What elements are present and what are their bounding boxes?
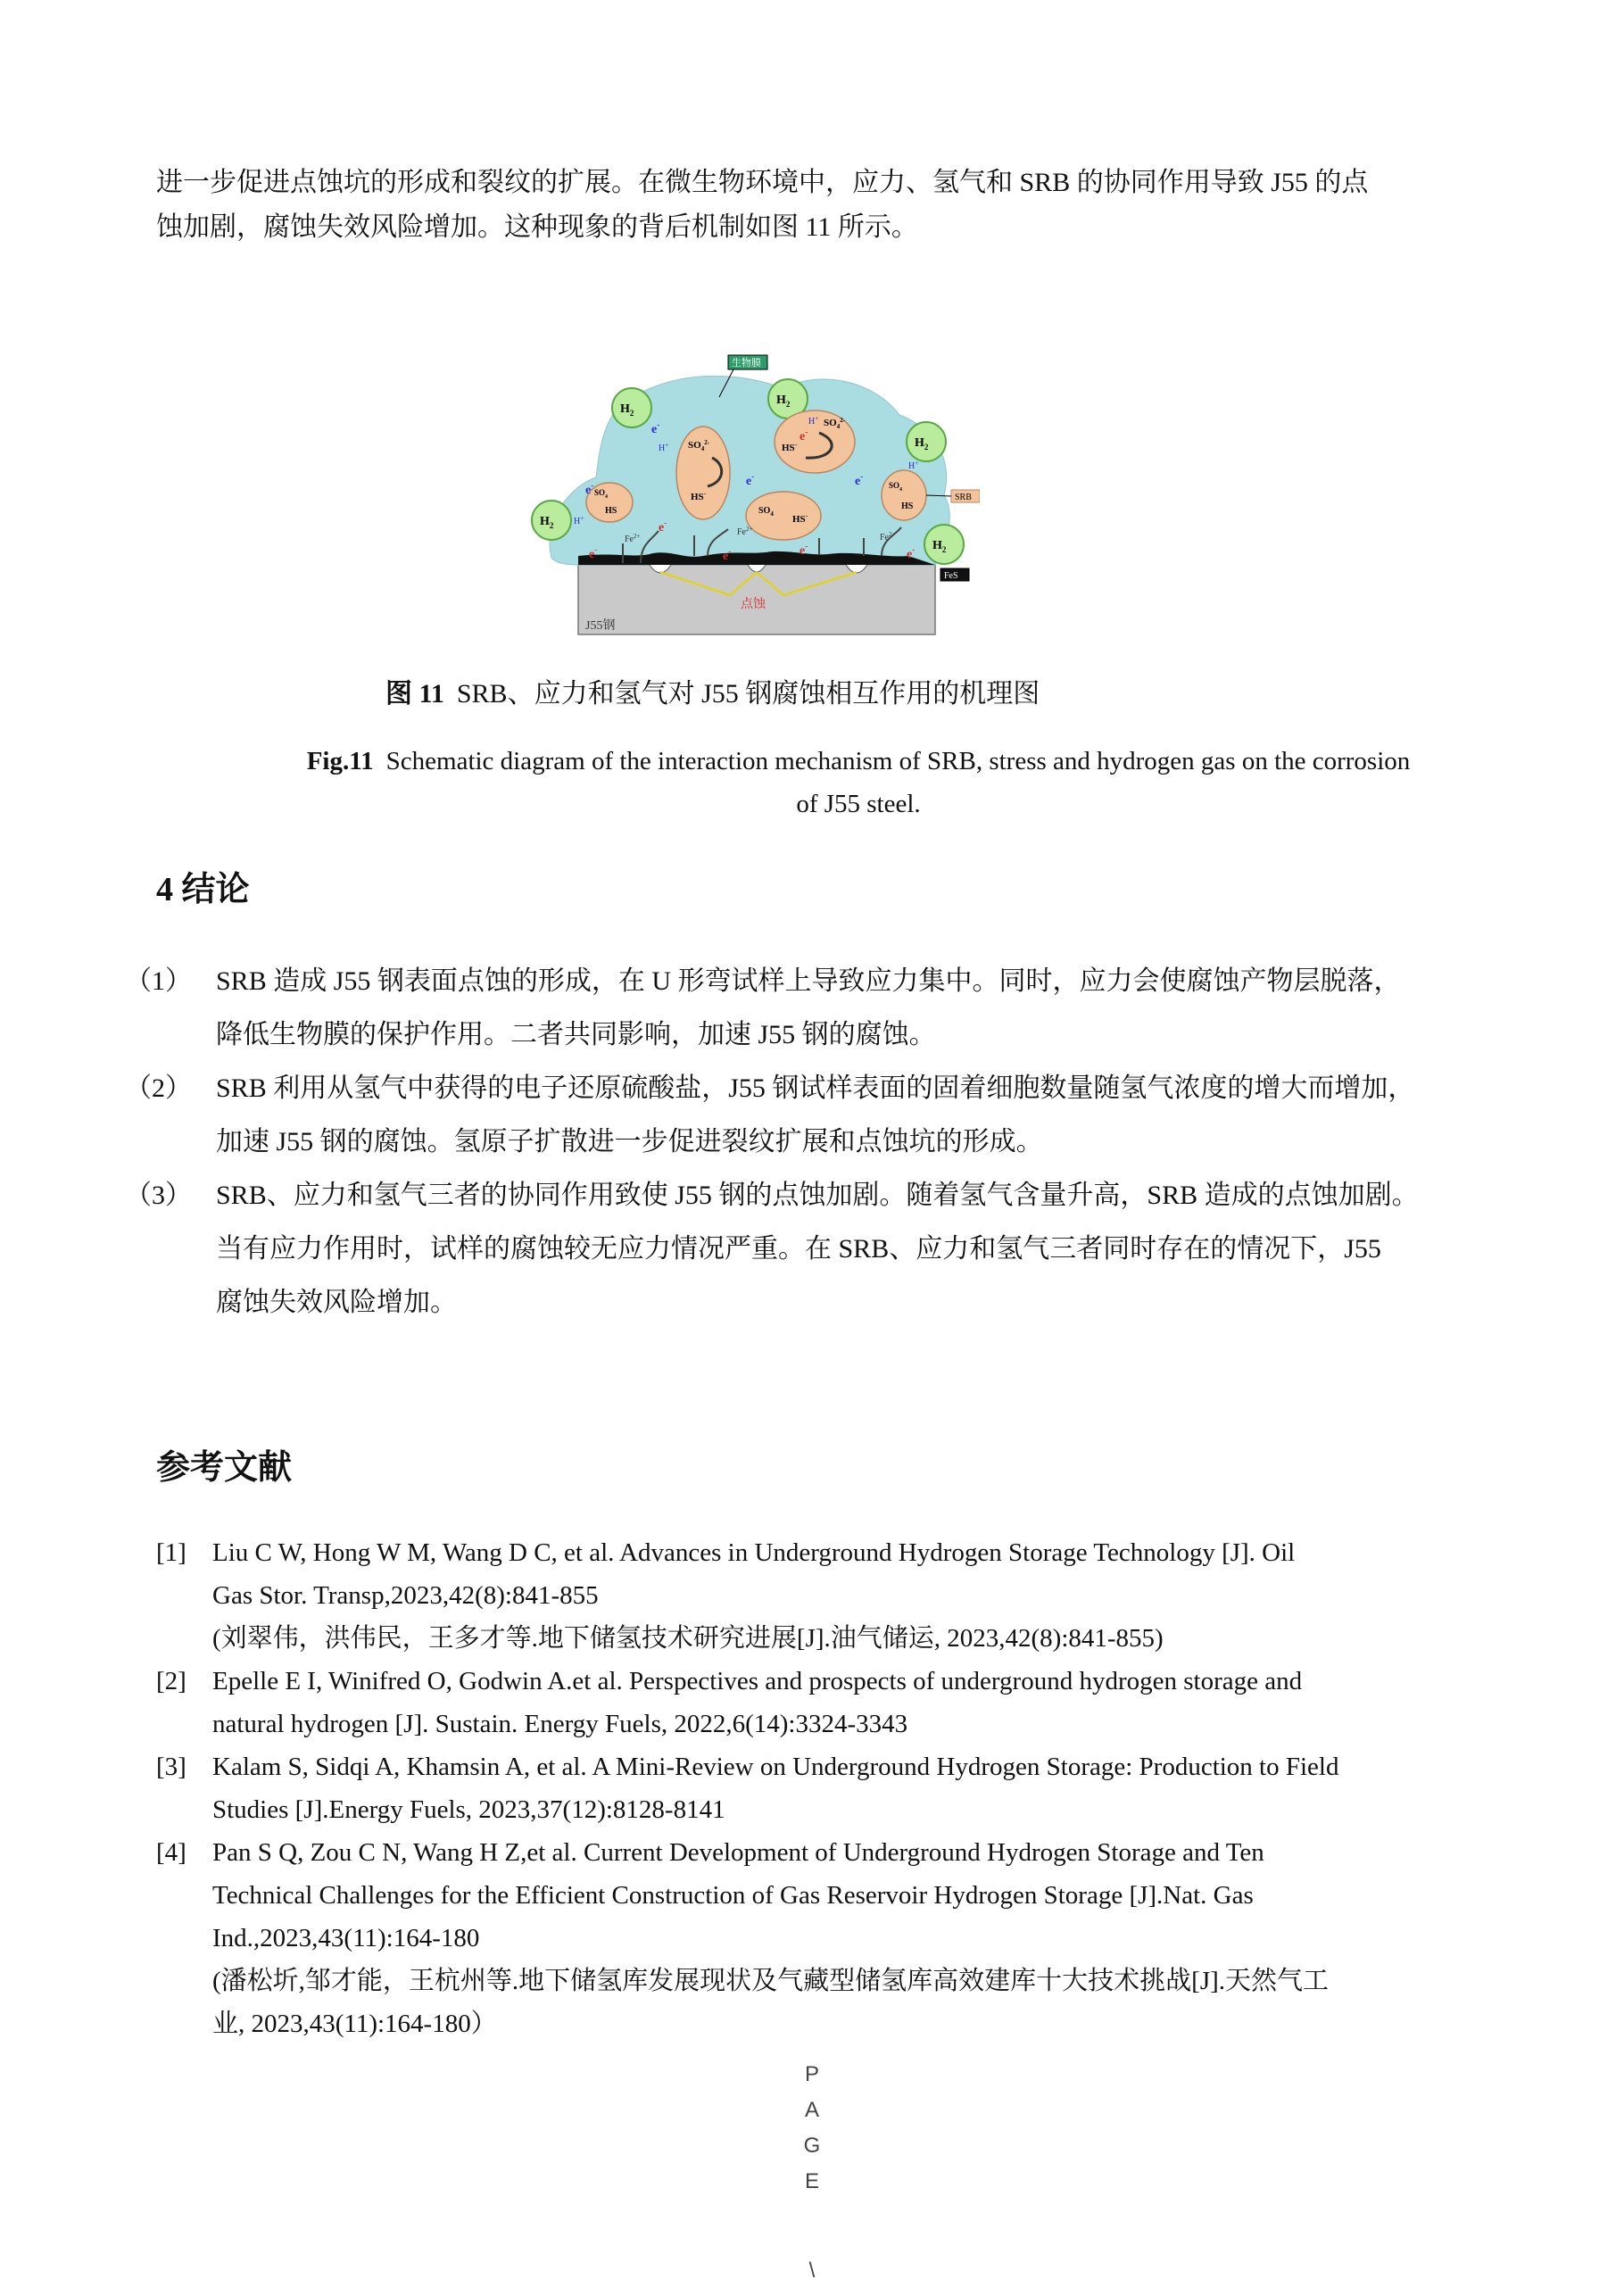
conclusion-item-number: （3） xyxy=(125,1181,192,1210)
svg-text:SO42-: $SO_4^{2-}$ xyxy=(688,439,710,452)
svg-text:e-: e- xyxy=(723,547,732,563)
svg-text:e-: e- xyxy=(585,481,594,497)
conclusion-line: 加速 J55 钢的腐蚀。氢原子扩散进一步促进裂纹扩展和点蚀坑的形成。 xyxy=(216,1127,1043,1156)
reference-line: Pan S Q, Zou C N, Wang H Z,et al. Current Development of Underground Hydrogen Storage and Ten xyxy=(212,1838,1264,1867)
reference-line: (潘松圻,邹才能，王杭州等.地下储氢库发展现状及气藏型储氢库高效建库十大技术挑战[J].天然气工 xyxy=(212,1967,1330,1995)
reference-line: Gas Stor. Transp,2023,42(8):841-855 xyxy=(212,1581,599,1610)
svg-text:HS-: HS- xyxy=(691,490,707,502)
srb-cell-1 xyxy=(676,427,730,519)
svg-text:e-: e- xyxy=(855,472,864,488)
svg-text:HS: HS xyxy=(605,506,617,516)
figure-caption-cn-label: 图 11 xyxy=(385,679,444,709)
srb-cell-3 xyxy=(746,492,821,540)
mechanism-diagram xyxy=(516,352,980,638)
page-field xyxy=(803,2057,821,2289)
svg-text:H2: $H_2$ xyxy=(776,394,791,409)
conclusion-line: 当有应力作用时，试样的腐蚀较无应力情况严重。在 SRB、应力和氢气三者同时存在的情况下，J55 xyxy=(216,1234,1381,1264)
intro-line-1: 进一步促进点蚀坑的形成和裂纹的扩展。在微生物环境中，应力、氢气和 SRB 的协同作用导致 J55 的点 xyxy=(156,168,1369,197)
page-letter: \ xyxy=(808,2259,816,2283)
svg-text:H2: $H_2$ xyxy=(620,402,634,418)
conclusion-item-number: （2） xyxy=(125,1073,192,1103)
page-letter: E xyxy=(804,2169,819,2193)
svg-text:e-: e- xyxy=(907,545,916,561)
svg-text:HS-: HS- xyxy=(792,512,808,525)
svg-text:H2: $H_2$ xyxy=(915,436,929,452)
svg-text:e-: e- xyxy=(589,545,598,561)
svg-text:H2: $H_2$ xyxy=(932,539,947,554)
conclusion-line: SRB 造成 J55 钢表面点蚀的形成，在 U 形弯试样上导致应力集中。同时，应力会使腐蚀产物层脱落， xyxy=(216,966,1401,996)
reference-line: natural hydrogen [J]. Sustain. Energy Fuels, 2022,6(14):3324-3343 xyxy=(212,1710,908,1738)
svg-text:Fe2+: $Fe^{2+}$ xyxy=(737,526,753,537)
svg-text:H2: $H_2$ xyxy=(540,515,554,530)
reference-line: 业, 2023,43(11):164-180） xyxy=(212,2010,497,2038)
references-heading: 参考文献 xyxy=(156,1449,293,1487)
reference-line: Studies [J].Energy Fuels, 2023,37(12):8128-8141 xyxy=(212,1795,725,1824)
svg-text:H+: H+ xyxy=(659,442,669,453)
reference-line: Liu C W, Hong W M, Wang D C, et al. Advances in Underground Hydrogen Storage Technology [J]. Oil xyxy=(212,1538,1296,1567)
figure-caption-cn-text: SRB、应力和氢气对 J55 钢腐蚀相互作用的机理图 xyxy=(456,679,1040,709)
figure-caption-en-line-2: of J55 steel. xyxy=(796,790,921,818)
fes-tag-label: FeS xyxy=(944,571,958,581)
h2-bubble-4 xyxy=(532,501,571,540)
svg-text:e-: e- xyxy=(800,427,808,443)
page-letter: A xyxy=(804,2098,819,2122)
reference-line: Technical Challenges for the Efficient Construction of Gas Reservoir Hydrogen Storage [J].Nat. Gas xyxy=(212,1881,1254,1910)
svg-text:SO4: $SO_4$ xyxy=(758,506,774,518)
figure-caption-en-label: Fig.11 xyxy=(306,747,374,775)
reference-line: (刘翠伟，洪伟民，王多才等.地下储氢技术研究进展[J].油气储运, 2023,42(8):841-855) xyxy=(212,1624,1164,1653)
svg-text:H+: H+ xyxy=(574,515,584,526)
reference-number: [4] xyxy=(156,1838,186,1867)
pitting-label: 点蚀 xyxy=(741,598,766,611)
svg-text:Fe2+: $Fe^{2+}$ xyxy=(625,533,641,544)
srb-cell-5 xyxy=(882,470,926,520)
intro-paragraph xyxy=(156,161,1486,250)
biofilm-tag-label: 生物膜 xyxy=(732,358,761,369)
svg-text:e-: e- xyxy=(746,472,755,488)
svg-text:e-: e- xyxy=(800,542,808,558)
conclusion-line: 降低生物膜的保护作用。二者共同影响，加速 J55 钢的腐蚀。 xyxy=(216,1020,936,1049)
figure-caption-en xyxy=(234,740,1483,825)
reference-number: [1] xyxy=(156,1538,186,1567)
srb-tag-label: SRB xyxy=(955,493,972,502)
svg-text:Fe2+: $Fe^{2+}$ xyxy=(880,531,896,543)
h2-bubble-1 xyxy=(612,388,651,427)
figure-caption-cn xyxy=(385,676,1040,712)
page-letter: P xyxy=(804,2062,819,2086)
reference-number: [3] xyxy=(156,1753,186,1781)
conclusion-heading: 4 结论 xyxy=(156,871,250,908)
reference-line: Kalam S, Sidqi A, Khamsin A, et al. A Mini-Review on Underground Hydrogen Storage: Production to Field xyxy=(212,1753,1339,1781)
reference-line: Ind.,2023,43(11):164-180 xyxy=(212,1924,480,1952)
reference-number: [2] xyxy=(156,1667,186,1695)
conclusion-item-number: （1） xyxy=(125,966,192,996)
svg-text:SO4: $SO_4$ xyxy=(594,488,609,500)
reference-line: Epelle E I, Winifred O, Godwin A.et al. Perspectives and prospects of underground hydrogen storage and xyxy=(212,1667,1303,1695)
svg-text:SO42-: $SO_4^{2-}$ xyxy=(824,417,846,430)
page-letter: G xyxy=(803,2134,821,2158)
svg-text:SO4: $SO_4$ xyxy=(889,481,903,493)
svg-text:H+: H+ xyxy=(908,460,919,471)
h2-bubble-5 xyxy=(924,525,964,564)
steel-label: J55钢 xyxy=(585,619,616,633)
intro-line-2: 蚀加剧，腐蚀失效风险增加。这种现象的背后机制如图 11 所示。 xyxy=(156,212,918,242)
conclusion-line: SRB 利用从氢气中获得的电子还原硫酸盐，J55 钢试样表面的固着细胞数量随氢气浓度的增大而增加， xyxy=(216,1073,1415,1103)
svg-text:HS-: HS- xyxy=(782,441,798,453)
svg-text:e-: e- xyxy=(651,420,660,436)
h2-bubble-3 xyxy=(907,422,946,461)
svg-text:e-: e- xyxy=(659,518,667,535)
svg-text:H+: H+ xyxy=(808,415,819,427)
svg-text:HS: HS xyxy=(901,501,914,511)
figure-11 xyxy=(516,352,980,638)
figure-caption-en-line-1: Schematic diagram of the interaction mechanism of SRB, stress and hydrogen gas on the corrosion xyxy=(385,747,1411,775)
conclusion-line: SRB、应力和氢气三者的协同作用致使 J55 钢的点蚀加剧。随着氢气含量升高，SRB 造成的点蚀加剧。 xyxy=(216,1181,1419,1210)
conclusion-line: 腐蚀失效风险增加。 xyxy=(216,1288,457,1317)
